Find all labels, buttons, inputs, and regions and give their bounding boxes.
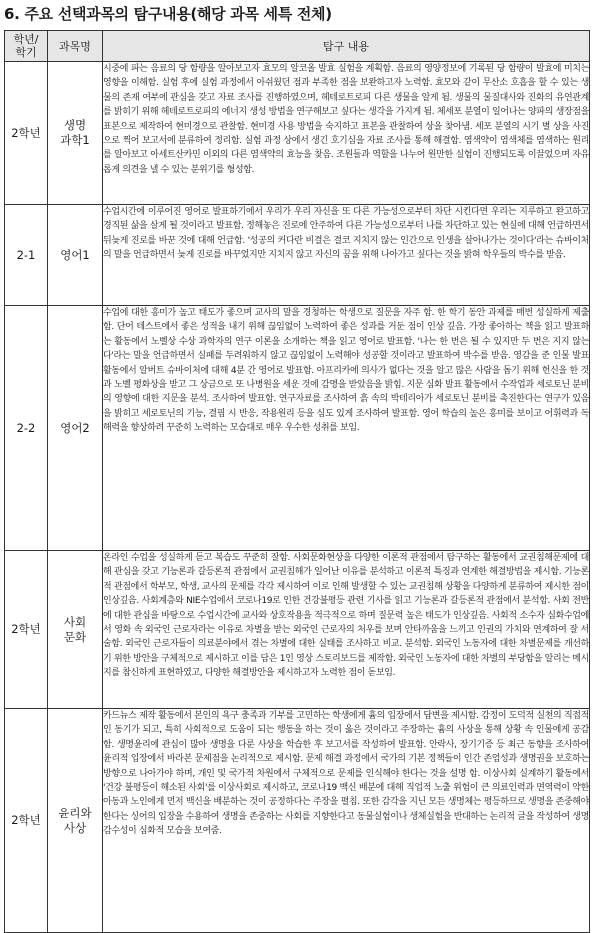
row-content: 온라인 수업을 성실하게 듣고 복습도 꾸준히 잘함. 사회문화현상을 다양한 이론적 관점에서 탐구하는 활동에서 교권침해문제에 대해 관심을 갖고 기능론과 갈등론적 관점에서 교권침해가 일어난 이유를 분석하고 이론적 특징과 연계한 해결방법을 제시함. 기능론적 관점에서 학부모, 학생, 교사의 문제를 각각 제시하여 이로 인해 발생할 수 있는 교권침해 상황을 다양하게 분류하여 제시한 점이 인상깊음. 사회계층와 NIE수업에서 코로나19로 인한 건강불평등 관련 기사를 읽고 기능론과 갈등론적 관점에서 분석함. 사회 전반에 대한 관심을 바탕으로 수업시간에 교사와 상호작용을 적극적으로 하며 질문력 높은 태도가 인상깊음. 사회적 소수자 심화수업에서 영화 속 외국인 근로자라는 이유로 차별을 받는 외국인 근로자의 처우를 보며 안타까움을 느끼고 인권의 가치와 연계하여 잘 서술함. 외국인 근로자들이 의료분야에서 겪는 차별에 대한 실태를 조사하고 비교. 분석함. 외국인 노동자에 대한 차별문제를 개선하기 위한 방안을 구체적으로 제시하고 이를 담은 1인 영상 스토리보드를 제작함. 외국인 노동자에 대한 차별의 부당함을 알리는 메시지를 참신하게 표현하였고, 다양한 해결방안을 제시하고자 노력한 점이 돋보임.: [103, 551, 590, 709]
table-row: [5, 551, 590, 709]
row-semester: 2학년: [5, 709, 48, 933]
header-semester: 학년/ 학기: [5, 31, 48, 62]
table-header-row: [5, 31, 590, 62]
row-subject: 영어1: [48, 205, 103, 306]
row-content: 수업시간에 이루어진 영어로 발표하기에서 우리가 우리 자신을 또 다른 가능성으로부터 차단 시킨다면 우리는 지루하고 완고하고 경직된 삶을 살게 될 것이라고 발표함. 정해놓은 진로에 안주하여 다른 가능성으로부터 나를 차단하고 있는 현실에 대해 언급하면서 뒤늦게 진로를 바꾼 것에 대해 언급함. '성공의 커다란 비결은 결코 지치지 않는 인간으로 인생을 살아나가는 것이다'라는 슈바이처의 말을 언급하면서 늦게 진로를 바꾸었지만 지치지 않고 자신의 꿈을 위해 나아가고 싶다는 것을 밝혀 학우들의 박수를 받음.: [103, 205, 590, 306]
row-subject: 생명 과학1: [48, 62, 103, 205]
row-content: 수업에 대한 흥미가 높고 태도가 좋으며 교사의 말을 경청하는 학생으로 질문을 자주 함. 한 학기 동안 과제를 매번 성실하게 제출함. 단어 테스트에서 좋은 성적을 내기 위해 끊임없이 노력하여 좋은 성과를 거둔 점이 인상 깊음. 가장 좋아하는 책을 읽고 발표하는 활동에서 노벨상 수상 과학자의 연구 이론을 소개하는 책을 읽고 영어로 발표함. '나는 한 번은 될 수 있지만 두 번은 지지 않는다'라는 말을 언급하면서 실패를 두려워하지 않고 끊임없이 노력해야 성공할 것이라고 발표하여 박수를 받음. 영감을 준 인물 발표 활동에서 알버트 슈바이처에 대해 4분 간 영어로 발표함. 아프리카에 의사가 없다는 것을 알고 많은 사람을 돕기 위해 헌신을 한 것과 노벨 평화상을 받고 그 상금으로 또 나병원을 세운 것에 감명을 받았음을 밝힘. 지문 심화 발표 활동에서 수작업과 세로토닌 분비의 영향에 대한 지문을 분석. 조사하여 발표함. 연구자료를 조사하여 흙 속의 박테리아가 세로토닌 분비를 촉진한다는 연구가 있음을 밝히고 세로토닌의 기능, 결핍 시 반응, 작용원리 등을 심도 있게 조사하여 발표함. 영어 학습의 높은 흥미를 보이고 어휘력과 독해력을 향상하려 꾸준히 노력하는 모습대로 매우 우수한 성취를 보임.: [103, 306, 590, 551]
row-content: 카드뉴스 제작 활동에서 본인의 욕구 충족과 기부를 고민하는 학생에게 흄의 입장에서 답변을 제시함. 감정이 도덕적 실천의 직접적인 동기가 되고, 특히 사회적으로 도움이 되는 행동을 하는 것이 옳은 것이라고 주장하는 흄의 사상을 통해 상황 속 인물에게 공감함. 생명윤리에 관심이 많아 생명을 다룬 사상을 학습한 후 보고서를 작성하여 발표함. 안락사, 장기기증 등 최근 동향을 조사하여 윤리적 입장에서 바라본 문제점을 논리적으로 제시함. 문제 해결 과정에서 국가의 기본 정책들이 인간 존엄성과 생명권을 보호하는 방향으로 나아가야 하며, 개인 및 국가적 차원에서 구체적으로 문제를 인식해야 한다는 것을 설명 함. 이상사회 실계하기 활동에서 '건강 불평등이 해소된 사회'를 이상사회로 제시하고, 코로나19 백신 배분에 대해 직업적 노출 위험이 큰 의료인력과 면역력이 약한 아동과 노인에게 먼저 백신을 배분하는 것이 공정하다는 주장을 펼침. 또한 감각을 지닌 모든 생명체는 평등하므로 생명을 존중해야 한다는 싱어의 입장을 수용하여 생명을 존중하는 사회를 지향한다고 동물실험이나 생체실험을 반대하는 논리적 글을 작성하여 생명 감수성이 심화적 모습을 보여줌.: [103, 709, 590, 933]
row-semester: 2-1: [5, 205, 48, 306]
header-subject: 과목명: [48, 31, 103, 62]
table-row: [5, 306, 590, 551]
row-subject: 영어2: [48, 306, 103, 551]
table-row: [5, 709, 590, 933]
row-semester: 2-2: [5, 306, 48, 551]
row-subject: 사회 문화: [48, 551, 103, 709]
row-subject: 윤리와 사상: [48, 709, 103, 933]
row-content: 시중에 파는 음료의 당 함량을 알아보고자 효모의 알코올 발효 실험을 계획함. 음료의 영양정보에 기록된 당 함량이 발효에 미치는 영향을 이해함. 실험 후에 실험 과정에서 아쉬웠던 점과 부족한 점을 보완하고자 노력함. 효모와 같이 무산소 호흡을 할 수 있는 생물의 존재 여부에 관심을 갖고 자료 조사를 진행하였으며, 헤테로트로피 다른 생물을 알게 됨. 생물의 물질대사와 진화의 유연관계를 밝히기 위해 헤테로트로피의 에너지 생성 방법을 연구해보고 싶다는 생각을 가지게 됨. 체세포 분열이 일어나는 양파의 생장점을 표본으로 제작하여 현미경으로 관찰함. 현미경 사용 방법을 숙지하고 표본을 관찰하여 상을 찾아냄. 세포 분열의 시기 별 상을 사진으로 찍어 보고서에 분류하여 정리함. 실험 과정 상에서 생긴 호기심을 자료 조사를 통해 해결함. 염색약이 염색체를 염색하는 원리를 알아보고 아세트산카민 이외의 다른 염색약의 효능을 찾음. 조원들과 역할을 나누어 원만한 실험이 진행되도록 이끌었으며 자유롭게 의견을 낼 수 있는 분위기를 형성함.: [103, 62, 590, 205]
row-semester: 2학년: [5, 62, 48, 205]
table-row: [5, 205, 590, 306]
inquiry-table: [4, 30, 590, 933]
page-title: 6. 주요 선택과목의 탐구내용(해당 과목 세특 전체): [4, 5, 332, 23]
row-semester: 2학년: [5, 551, 48, 709]
table-row: [5, 62, 590, 205]
header-content: 탐구 내용: [103, 31, 590, 62]
